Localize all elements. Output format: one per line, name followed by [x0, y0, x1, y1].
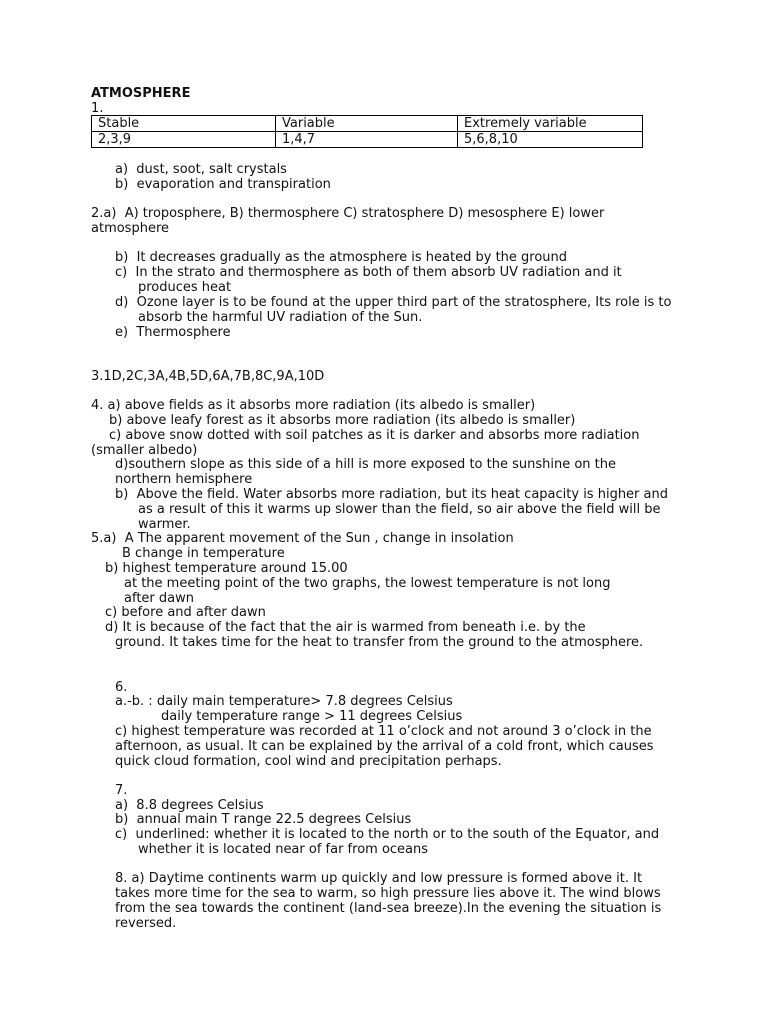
q4-answer-c-cont: (smaller albedo) [91, 443, 198, 458]
table-header-cell: Variable [276, 116, 458, 132]
q1-number: 1. [91, 101, 104, 116]
q2-answer-d-cont: absorb the harmful UV radiation of the Sun. [138, 310, 423, 325]
q6-answer-ab: a.-b. : daily main temperature> 7.8 degrees Celsius [115, 694, 453, 709]
q2-answer-b: b) It decreases gradually as the atmosphere is heated by the ground [115, 250, 568, 265]
q6-answer-c-cont: afternoon, as usual. It can be explained by the arrival of a cold front, which causes [115, 739, 654, 754]
q4-answer-d-cont: northern hemisphere [115, 472, 253, 487]
q7-answer-c-cont: whether it is located near of far from oceans [138, 842, 429, 857]
q5-answer-a: 5.a) A The apparent movement of the Sun , change in insolation [91, 531, 514, 546]
q3-answers: 3.1D,2C,3A,4B,5D,6A,7B,8C,9A,10D [91, 369, 325, 384]
q4-answer-c: c) above snow dotted with soil patches as it is darker and absorbs more radiation [109, 428, 640, 443]
q4-answer-d: d)southern slope as this side of a hill is more exposed to the sunshine on the [115, 457, 616, 472]
q7-answer-c: c) underlined: whether it is located to the north or to the south of the Equator, and [115, 827, 660, 842]
q2-answer-a-cont: atmosphere [91, 221, 169, 236]
q4-answer-e-cont: as a result of this it warms up slower than the field, so air above the field will be [138, 502, 661, 517]
q5-answer-b-cont: at the meeting point of the two graphs, the lowest temperature is not long [124, 576, 611, 591]
q7-answer-a: a) 8.8 degrees Celsius [115, 798, 264, 813]
q8-line-3: from the sea towards the continent (land-sea breeze).In the evening the situation is [115, 901, 662, 916]
table-header-row [92, 116, 643, 132]
q1-answer-a: a) dust, soot, salt crystals [115, 162, 287, 177]
q6-answer-c-cont2: quick cloud formation, cool wind and precipitation perhaps. [115, 754, 502, 769]
q5-answer-d-cont: ground. It takes time for the heat to transfer from the ground to the atmosphere. [115, 635, 644, 650]
table-cell: 1,4,7 [276, 132, 458, 148]
table-header-cell: Stable [92, 116, 276, 132]
q1-answer-b: b) evaporation and transpiration [115, 177, 331, 192]
table-header-cell: Extremely variable [458, 116, 643, 132]
q5-answer-d: d) It is because of the fact that the air is warmed from beneath i.e. by the [105, 620, 586, 635]
q4-answer-b: b) above leafy forest as it absorbs more radiation (its albedo is smaller) [109, 413, 576, 428]
q8-line-1: 8. a) Daytime continents warm up quickly and low pressure is formed above it. It [115, 871, 643, 886]
q8-line-2: takes more time for the sea to warm, so high pressure lies above it. The wind blows [115, 886, 661, 901]
q5-answer-c: c) before and after dawn [105, 605, 266, 620]
q4-answer-e: b) Above the field. Water absorbs more radiation, but its heat capacity is higher and [115, 487, 668, 502]
q2-answer-a: 2.a) A) troposphere, B) thermosphere C) stratosphere D) mesosphere E) lower [91, 206, 605, 221]
q8-line-4: reversed. [115, 916, 177, 931]
q7-number: 7. [115, 783, 128, 798]
q2-answer-c-cont: produces heat [138, 280, 232, 295]
table-row [92, 132, 643, 148]
q6-answer-c: c) highest temperature was recorded at 11 o’clock and not around 3 o’clock in the [115, 724, 652, 739]
document-title: ATMOSPHERE [91, 86, 191, 101]
table-cell: 5,6,8,10 [458, 132, 643, 148]
q7-answer-b: b) annual main T range 22.5 degrees Celsius [115, 812, 412, 827]
q4-answer-e-cont2: warmer. [138, 517, 191, 532]
q5-answer-a-cont: B change in temperature [122, 546, 285, 561]
table-cell: 2,3,9 [92, 132, 276, 148]
q1-table [91, 115, 643, 148]
q5-answer-b: b) highest temperature around 15.00 [105, 561, 348, 576]
q5-answer-b-cont2: after dawn [124, 591, 194, 606]
q2-answer-c: c) In the strato and thermosphere as both of them absorb UV radiation and it [115, 265, 622, 280]
q2-answer-d: d) Ozone layer is to be found at the upper third part of the stratosphere, Its role is to [115, 295, 672, 310]
q2-answer-e: e) Thermosphere [115, 325, 231, 340]
q4-answer-a: 4. a) above fields as it absorbs more radiation (its albedo is smaller) [91, 398, 536, 413]
q6-answer-ab-cont: daily temperature range > 11 degrees Celsius [161, 709, 463, 724]
q6-number: 6. [115, 680, 128, 695]
